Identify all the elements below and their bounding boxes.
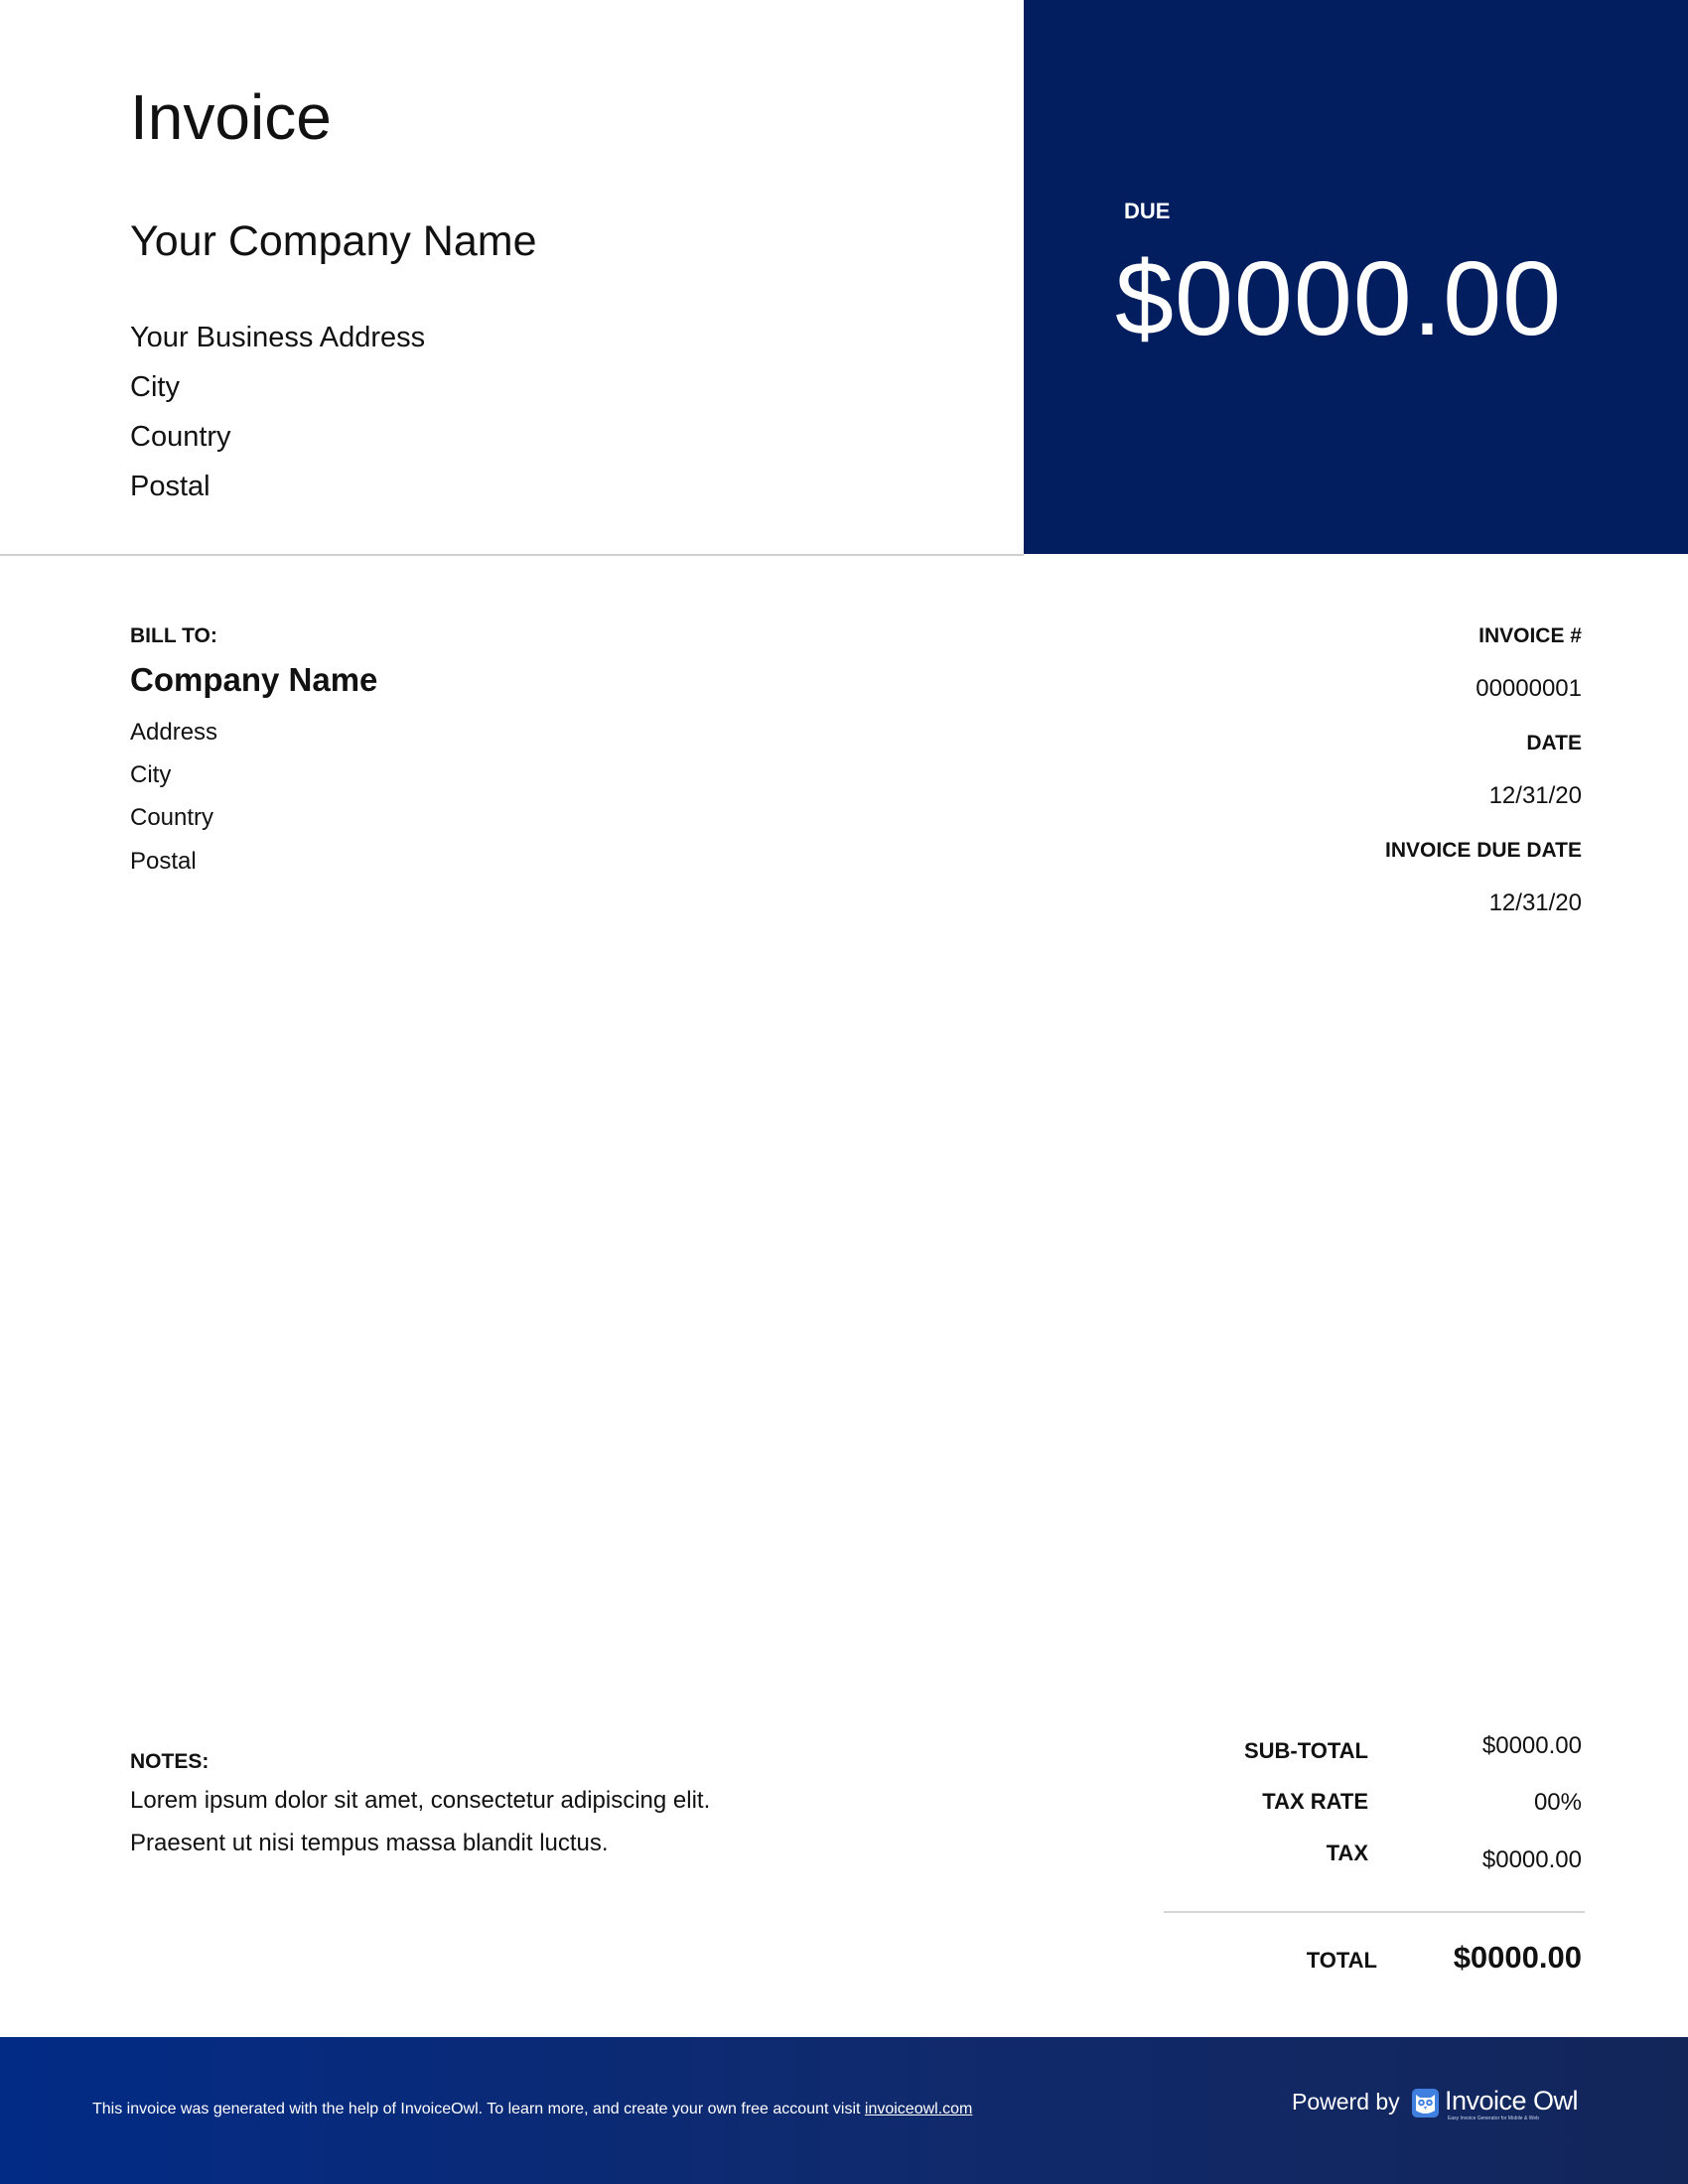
amount-due-panel bbox=[1024, 0, 1688, 554]
due-amount: $0000.00 bbox=[1115, 240, 1563, 357]
subtotal-value: $0000.00 bbox=[1481, 1732, 1582, 1759]
total-value: $0000.00 bbox=[1453, 1940, 1582, 1975]
footer bbox=[0, 2037, 1688, 2184]
footer-text bbox=[92, 2102, 972, 2117]
footer-message: This invoice was generated with the help of InvoiceOwl. To learn more, and create your own free account visit bbox=[92, 2101, 865, 2117]
invoice-due-date: 12/31/20 bbox=[1488, 889, 1582, 916]
invoice-number: 00000001 bbox=[1476, 675, 1582, 702]
bill-to-address: Address bbox=[130, 719, 218, 746]
invoice-number-label: INVOICE # bbox=[1478, 624, 1582, 647]
total-label: TOTAL bbox=[1306, 1948, 1377, 1973]
notes-line: Praesent ut nisi tempus massa blandit luctus. bbox=[130, 1830, 609, 1856]
notes-heading: NOTES: bbox=[130, 1750, 210, 1773]
owl-icon bbox=[1412, 2089, 1439, 2117]
invoice-date-label: DATE bbox=[1526, 732, 1582, 754]
bill-to-postal: Postal bbox=[130, 848, 197, 875]
bill-to-company: Company Name bbox=[130, 661, 378, 698]
bill-to-heading: BILL TO: bbox=[130, 624, 217, 647]
totals-divider bbox=[1164, 1911, 1585, 1913]
due-label: DUE bbox=[1124, 199, 1171, 223]
invoiceowl-brand: Invoice Owl bbox=[1445, 2086, 1579, 2116]
bill-to-country: Country bbox=[130, 804, 214, 831]
invoiceowl-tagline: Easy Invoice Generator for Mobile & Web bbox=[1448, 2116, 1539, 2121]
sender-country: Country bbox=[130, 421, 231, 453]
tax-value: $0000.00 bbox=[1481, 1846, 1582, 1873]
tax-rate-label: TAX RATE bbox=[1262, 1789, 1368, 1814]
invoice-date: 12/31/20 bbox=[1488, 782, 1582, 809]
tax-rate-value: 00% bbox=[1533, 1789, 1582, 1816]
bill-to-city: City bbox=[130, 761, 172, 788]
notes-line: Lorem ipsum dolor sit amet, consectetur adipiscing elit. bbox=[130, 1787, 711, 1814]
invoice-title: Invoice bbox=[130, 81, 332, 153]
invoice-due-date-label: INVOICE DUE DATE bbox=[1385, 839, 1582, 862]
header-divider bbox=[0, 554, 1024, 556]
subtotal-label: SUB-TOTAL bbox=[1243, 1738, 1368, 1763]
sender-city: City bbox=[130, 371, 180, 403]
tax-label: TAX bbox=[1326, 1841, 1368, 1865]
sender-company-name: Your Company Name bbox=[130, 217, 537, 265]
powered-by-label: Powerd by bbox=[1292, 2089, 1400, 2115]
invoiceowl-link[interactable]: invoiceowl.com bbox=[864, 2101, 973, 2117]
sender-address-line: Your Business Address bbox=[130, 322, 426, 353]
sender-postal: Postal bbox=[130, 471, 211, 502]
